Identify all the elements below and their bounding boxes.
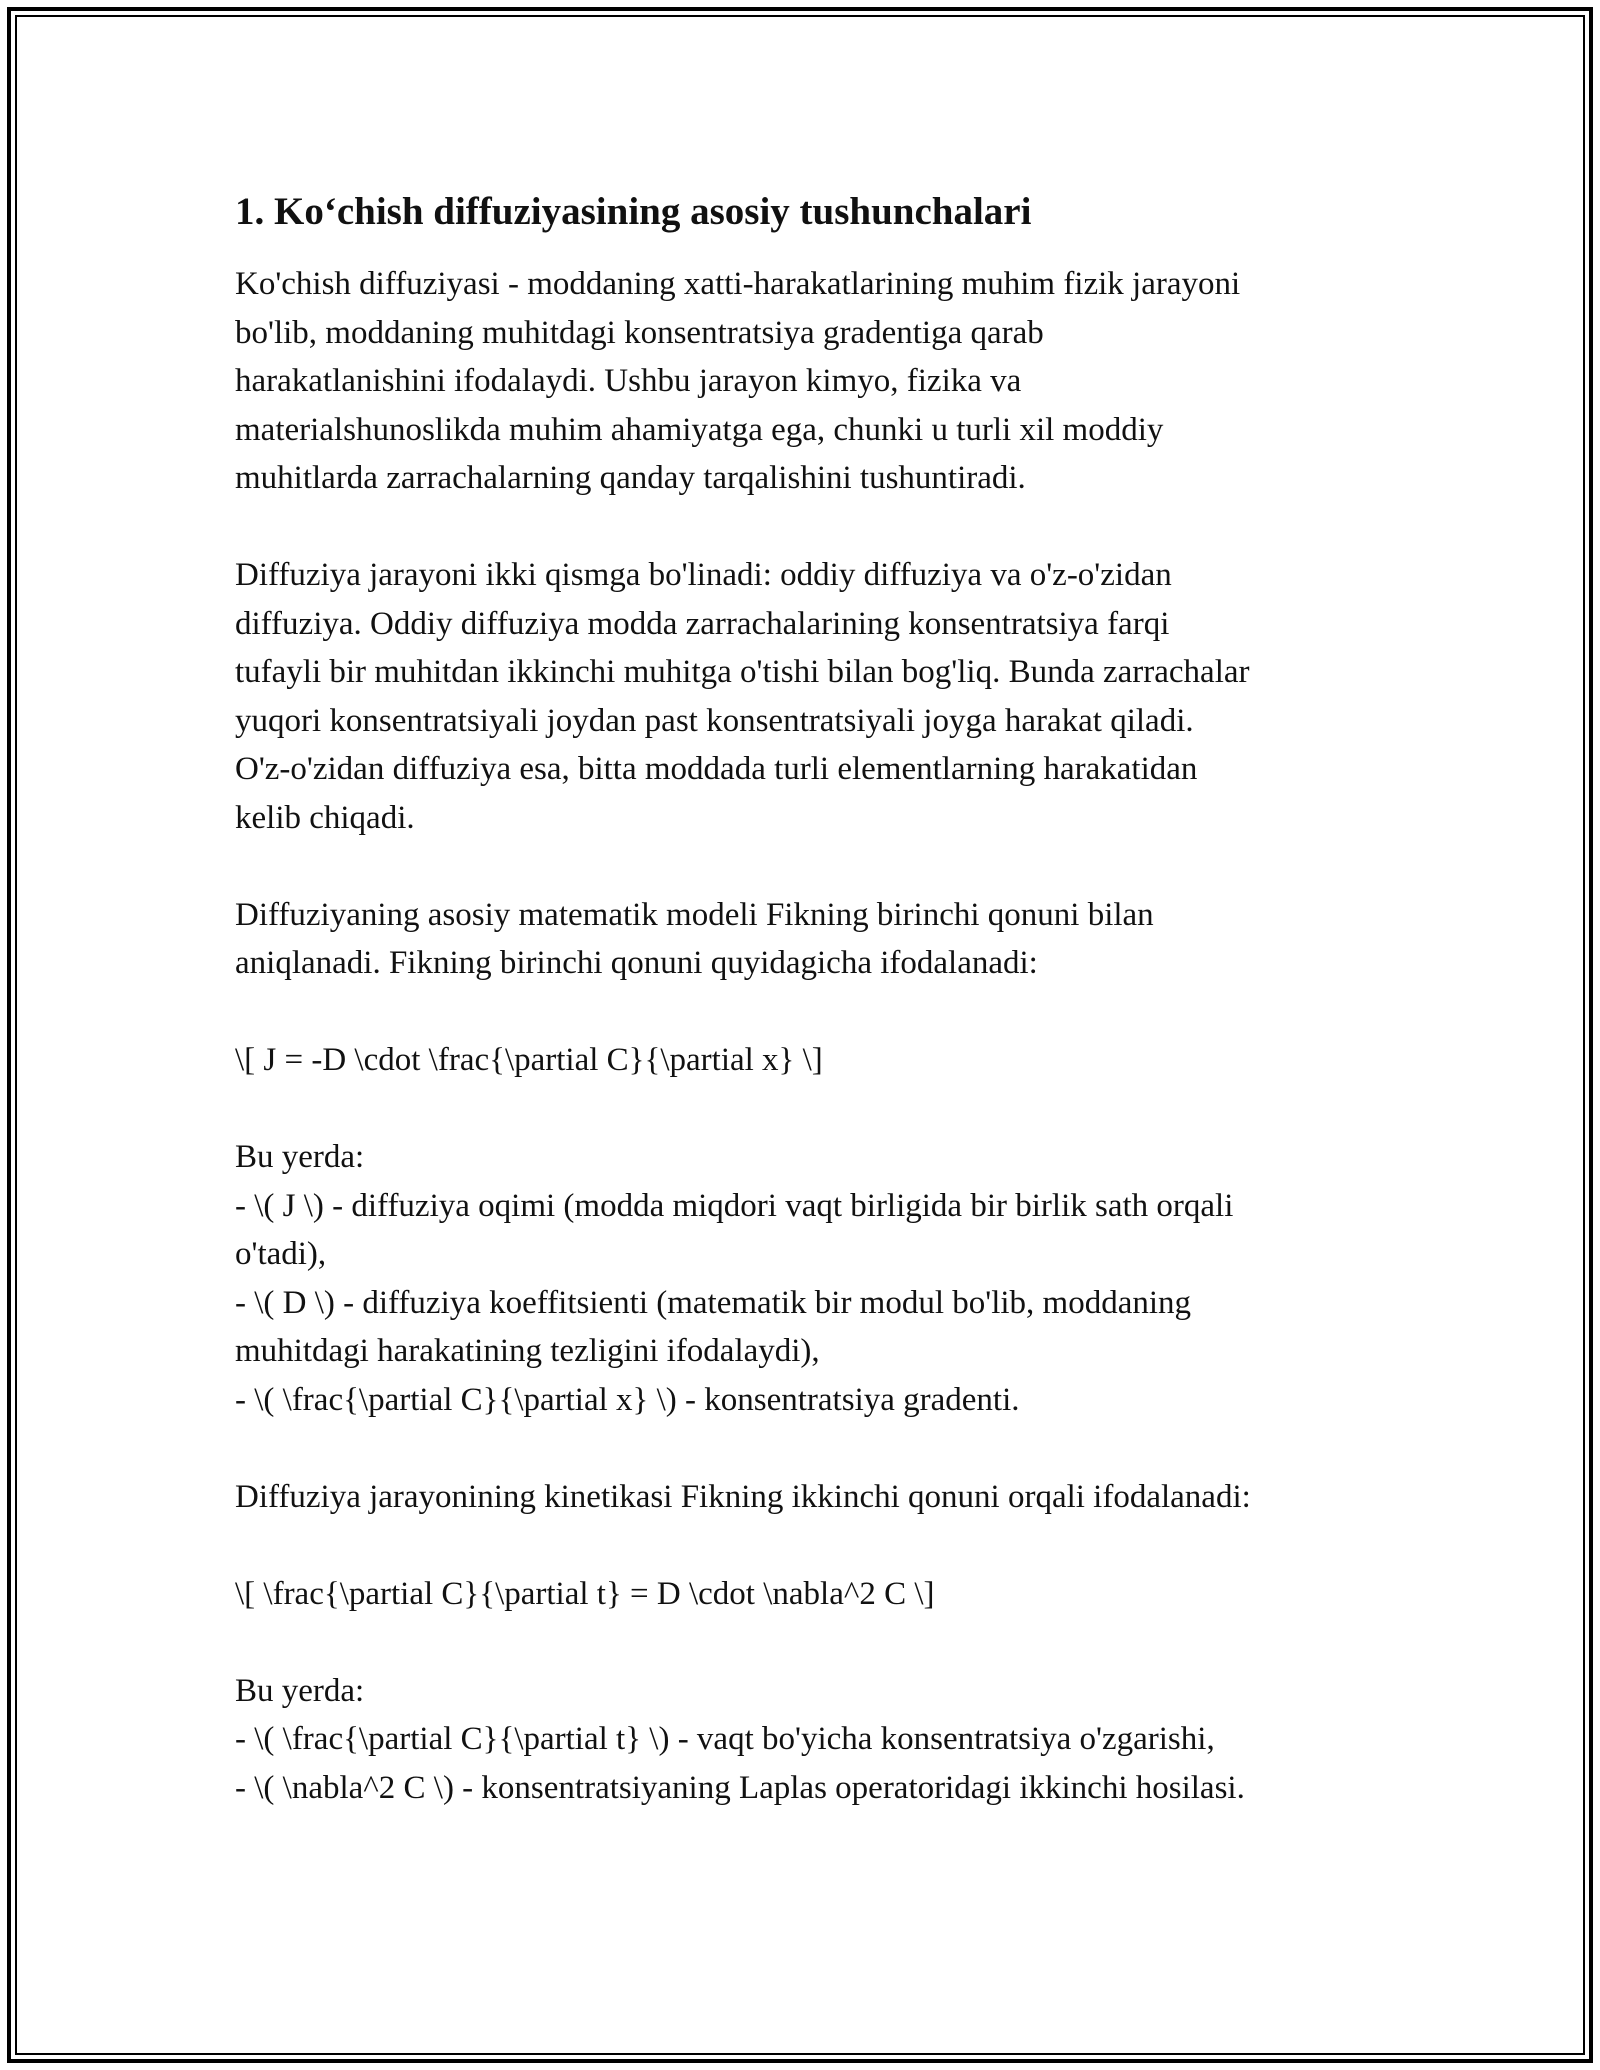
section-heading: 1. Ko‘chish diffuziyasining asosiy tushunchalari — [235, 190, 1032, 233]
paragraph-spacer — [235, 503, 1375, 552]
equation-fick-second-law: \[ \frac{\partial C}{\partial t} = D \cdot \nabla^2 C \] — [235, 1575, 935, 1612]
paragraph-spacer — [235, 1085, 1375, 1134]
paragraph-diffusion-types: Diffuziya jarayoni ikki qismga bo'linadi: oddiy diffuziya va o'z-o'zidan diffuziya. Oddiy diffuziya modda zarrachalarining konsentratsiya farqi tufayli bir muhitdan ikkinchi muhitga o'tishi bilan bog'liq. Bunda zarrachalar yuqori konsentratsiyali joydan past konsentratsiyali joyga harakat qiladi. O'z-o'zidan diffuziya esa, bitta moddada turli elementlarning harakatidan kelib chiqadi. — [235, 557, 1250, 836]
paragraph-spacer — [235, 842, 1375, 891]
paragraph-intro: Ko'chish diffuziyasi - moddaning xatti-harakatlarining muhim fizik jarayoni bo'lib, moddaning muhitdagi konsentratsiya gradentiga qarab harakatlanishini ifodalaydi. Ushbu jarayon kimyo, fizika va materialshunoslikda muhim ahamiyatga ega, chunki u turli xil moddiy muhitlarda zarrachalarning qanday tarqalishini tushuntiradi. — [235, 266, 1241, 496]
paragraph-spacer — [235, 1424, 1375, 1473]
equation-fick-first-law: \[ J = -D \cdot \frac{\partial C}{\partial x} \] — [235, 1042, 823, 1078]
paragraph-spacer — [235, 1521, 1375, 1570]
paragraph-fick-first-intro: Diffuziyaning asosiy matematik modeli Fikning birinchi qonuni bilan aniqlanadi. Fikning birinchi qonuni quyidagicha ifodalanadi: — [235, 896, 1154, 981]
paragraph-fick-second-terms: Bu yerda: - \( \frac{\partial C}{\partial t} \) - vaqt bo'yicha konsentratsiya o'zgarishi, - \( \nabla^2 C \) - konsentratsiyaning Laplas operatoridagi ikkinchi hosilasi. — [235, 1672, 1245, 1806]
paragraph-spacer — [235, 988, 1375, 1037]
paragraph-fick-first-terms: Bu yerda: - \( J \) - diffuziya oqimi (modda miqdori vaqt birligida bir birlik sath orqali o'tadi), - \( D \) - diffuziya koeffitsienti (matematik bir modul bo'lib, moddaning muhitdagi harakatining tezligini ifodalaydi), - \( \frac{\partial C}{\partial x} \) - konsentratsiya gradenti. — [235, 1139, 1234, 1418]
paragraph-fick-second-intro: Diffuziya jarayonining kinetikasi Fikning ikkinchi qonuni orqali ifodalanadi: — [235, 1478, 1251, 1515]
paragraph-spacer — [235, 1618, 1375, 1667]
document-body — [235, 186, 1375, 1812]
